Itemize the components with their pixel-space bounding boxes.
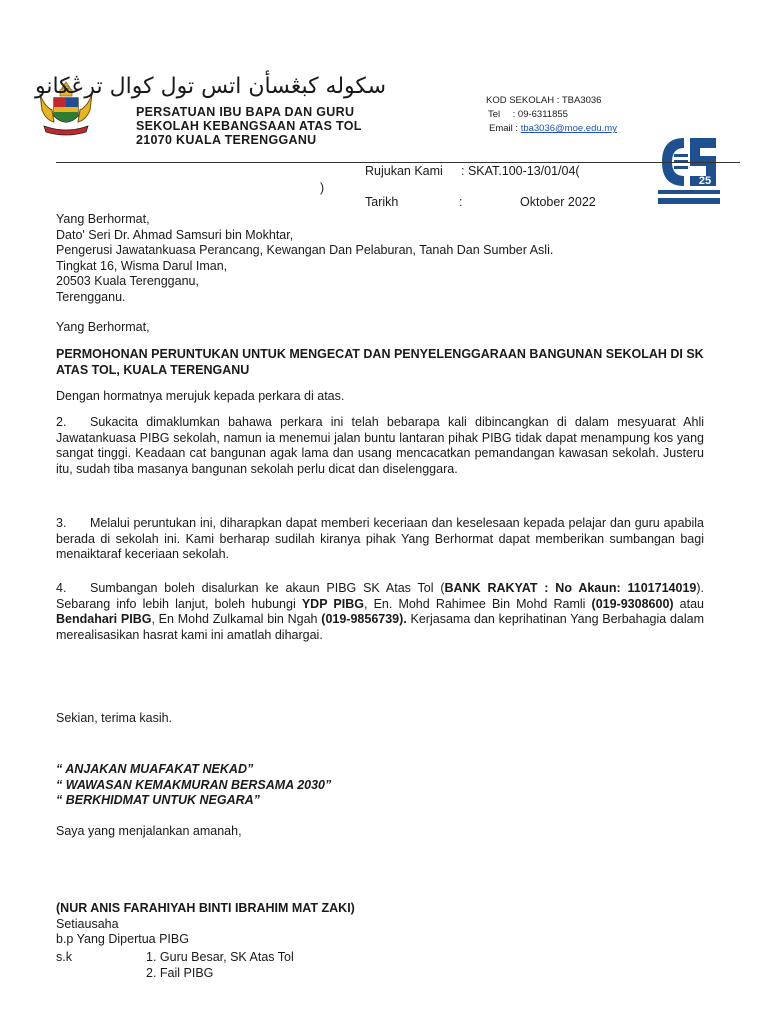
logo-number: 25	[698, 175, 712, 187]
salutation: Yang Berhormat,	[56, 320, 150, 334]
signatory-title: Setiausaha	[56, 916, 119, 931]
ydp-title: YDP PIBG	[301, 596, 364, 611]
recipient-line: 20503 Kuala Terengganu,	[56, 274, 199, 289]
paragraph-text: ). Sebarang info lebih lanjut, boleh hubungi	[56, 581, 704, 611]
recipient-line: Yang Berhormat,	[56, 212, 150, 226]
paragraph-text: , En. Mohd Rahimee Bin Mohd Ramli	[364, 596, 592, 611]
paragraph-1: Dengan hormatnya merujuk kepada perkara di atas.	[56, 389, 345, 403]
bank-account: BANK RAKYAT : No Akaun: 1101714019	[444, 581, 697, 595]
org-line-1: PERSATUAN IBU BAPA DAN GURU	[136, 105, 355, 119]
signatory-block	[56, 901, 355, 948]
signatory-name: (NUR ANIS FARAHIYAH BINTI IBRAHIM MAT ZAKI)	[56, 901, 355, 915]
tel-value: : 09-6311855	[512, 109, 568, 120]
anniversary-logo-icon	[654, 132, 724, 208]
reference-label: Rujukan Kami	[365, 164, 443, 178]
paragraph-text: Melalui peruntukan ini, diharapkan dapat memberi keceriaan dan keselesaan kepada pelajar dan guru apabila berada di sekolah ini. Kami berharap sudilah kiranya pihak Yang Berhormat dapat memberikan sumbangan bagi menaiktaraf keceriaan sekolah.	[56, 516, 704, 562]
copy-to-item: 1. Guru Besar, SK Atas Tol	[146, 950, 294, 964]
paragraph-number: 2.	[56, 415, 67, 429]
paragraph-text: Kerjasama dan keprihatinan Yang Berbahagia dalam merealisasikan hasrat kami ini amatlah dihargai.	[56, 612, 705, 642]
recipient-line: Tingkat 16, Wisma Darul Iman,	[56, 258, 228, 273]
reference-close: )	[320, 181, 325, 195]
org-line-3: 21070 KUALA TERENGGANU	[136, 133, 317, 147]
paragraph-text: Sukacita dimaklumkan bahawa perkara ini telah bebarapa kali dibincangkan di dalam mesyuarat Ahli Jawatankuasa PIBG sekolah, namun ia menemui jalan buntu lantaran pihak PIBG tidak dapat menampung kos yang sangat tinggi. Keadaan cat bangunan agak lama dan usang mencacatkan pemandangan kawasan sekolah. Justeru itu, sudah tiba masanya bangunan sekolah perlu dicat dan diselenggara.	[56, 415, 704, 476]
organization-name	[136, 105, 362, 147]
treasurer-phone: (019-9856739).	[321, 612, 407, 627]
date-value: Oktober 2022	[520, 195, 596, 209]
ydp-phone: (019-9308600)	[591, 596, 674, 611]
motto-line: “ BERKHIDMAT UNTUK NEGARA”	[56, 793, 260, 808]
email	[486, 122, 617, 136]
telephone	[486, 108, 617, 122]
copy-to-label: s.k	[56, 950, 72, 964]
recipient-line: Dato' Seri Dr. Ahmad Samsuri bin Mokhtar,	[56, 227, 294, 242]
paragraph-2	[56, 415, 704, 477]
tel-label: Tel	[488, 109, 501, 120]
paragraph-text: atau	[673, 596, 704, 611]
paragraph-text: Sumbangan boleh disalurkan ke akaun PIBG SK Atas Tol (	[90, 581, 445, 595]
recipient-line: Terengganu.	[56, 289, 126, 304]
email-label: Email :	[489, 123, 519, 134]
copy-to-block	[56, 950, 294, 981]
paragraph-text: , En Mohd Zulkamal bin Ngah	[151, 612, 322, 627]
header-divider	[56, 162, 740, 163]
date-colon: :	[459, 195, 463, 209]
mottos	[56, 762, 331, 809]
motto-line: “ ANJAKAN MUAFAKAT NEKAD”	[56, 762, 254, 776]
paragraph-number: 4.	[56, 581, 67, 595]
reference-line	[365, 164, 580, 178]
recipient-address	[56, 212, 553, 306]
recipient-line: Pengerusi Jawatankuasa Perancang, Kewangan Dan Pelaburan, Tanah Dan Sumber Asli.	[56, 243, 554, 258]
jawi-school-name: سكوله كبڠسأن اتس تول کوال ترڠکانو	[34, 74, 386, 99]
paragraph-number: 3.	[56, 516, 67, 530]
closing-line: Sekian, terima kasih.	[56, 711, 173, 725]
letter-subject: PERMOHONAN PERUNTUKAN UNTUK MENGECAT DAN PENYELENGGARAAN BANGUNAN SEKOLAH DI SK ATAS TOL, KUALA TERENGANU	[56, 347, 704, 377]
treasurer-title: Bendahari PIBG	[56, 612, 152, 627]
paragraph-3	[56, 516, 704, 563]
paragraph-4	[56, 581, 704, 643]
org-line-2: SEKOLAH KEBANGSAAN ATAS TOL	[136, 119, 362, 133]
sign-off: Saya yang menjalankan amanah,	[56, 824, 242, 838]
signatory-behalf: b.p Yang Dipertua PIBG	[56, 932, 189, 947]
copy-to-item: 2. Fail PIBG	[146, 965, 214, 980]
contact-block	[486, 94, 617, 136]
reference-value: : SKAT.100-13/01/04(	[461, 164, 580, 178]
school-code: KOD SEKOLAH : TBA3036	[486, 95, 602, 106]
date-label: Tarikh	[365, 195, 399, 209]
email-link[interactable]: tba3036@moe.edu.my	[520, 123, 617, 134]
motto-line: “ WAWASAN KEMAKMURAN BERSAMA 2030”	[56, 777, 332, 792]
